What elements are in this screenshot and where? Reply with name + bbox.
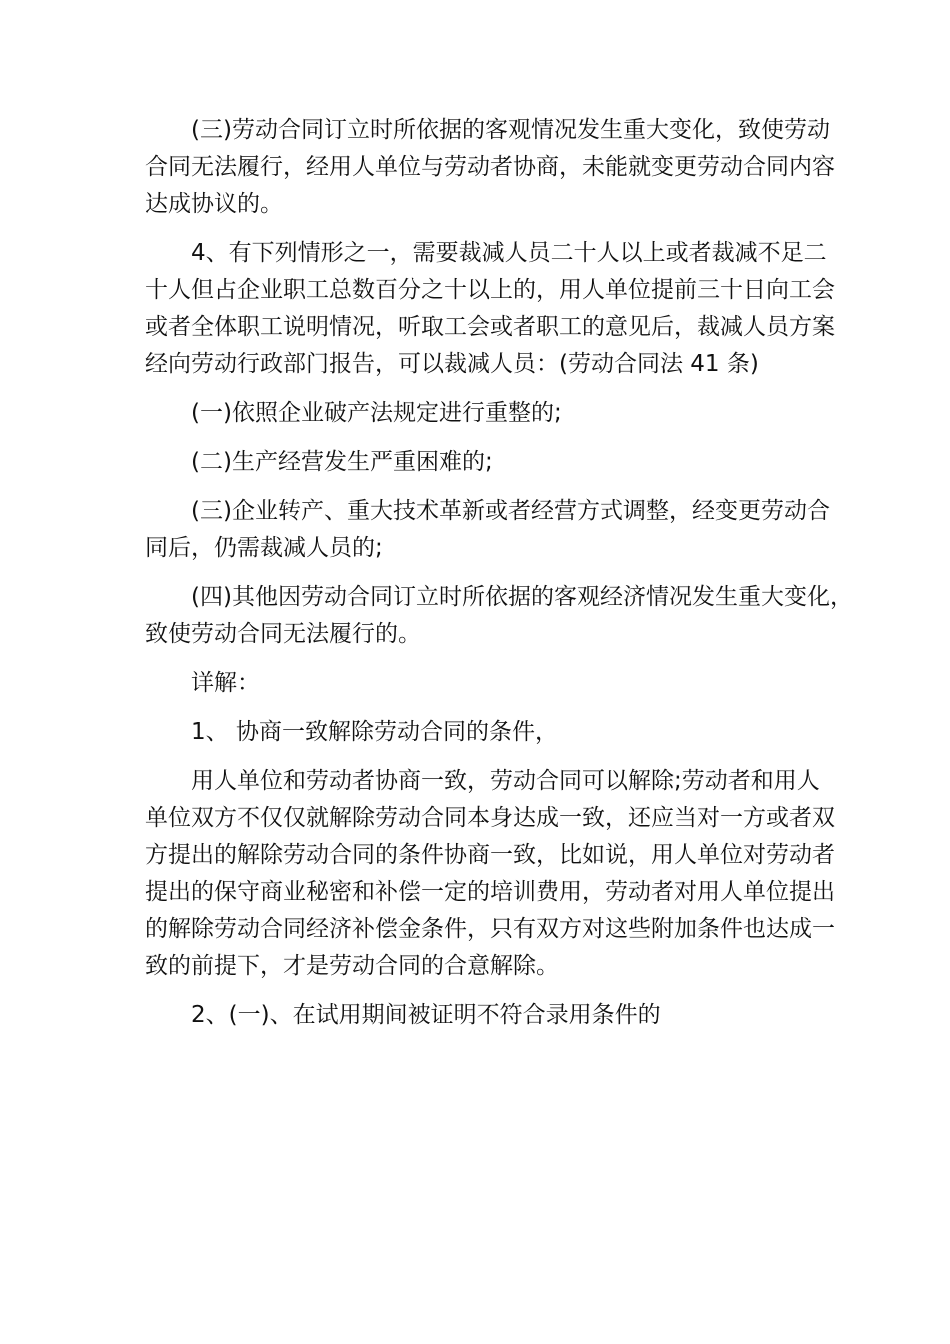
text-line: 的解除劳动合同经济补偿金条件，只有双方对这些附加条件也达成一 [145, 916, 835, 942]
text-line: (四)其他因劳动合同订立时所依据的客观经济情况发生重大变化， [191, 584, 853, 610]
text-line: 4、有下列情形之一，需要裁减人员二十人以上或者裁减不足二 [191, 240, 827, 266]
paragraph-layoff-case-1 [145, 395, 810, 432]
section-heading-explanation [145, 665, 810, 702]
text-line: 致的前提下，才是劳动合同的合意解除。 [145, 953, 559, 979]
paragraph-layoff-case-2 [145, 444, 810, 481]
text-line: 2、(一)、在试用期间被证明不符合录用条件的 [191, 1002, 661, 1028]
text-line: 单位双方不仅仅就解除劳动合同本身达成一致，还应当对一方或者双 [145, 805, 835, 831]
text-line: (三)劳动合同订立时所依据的客观情况发生重大变化，致使劳动 [191, 117, 830, 143]
text-line: (二)生产经营发生严重困难的; [191, 449, 493, 475]
paragraph-layoff-case-3 [145, 493, 830, 567]
paragraph-item-1-heading [145, 714, 810, 751]
text-line: 或者全体职工说明情况，听取工会或者职工的意见后，裁减人员方案 [145, 314, 835, 340]
paragraph-item-4-layoffs [145, 235, 835, 383]
text-line: 十人但占企业职工总数百分之十以上的，用人单位提前三十日向工会 [145, 277, 835, 303]
text-line: 达成协议的。 [145, 191, 283, 217]
paragraph-item-2-heading [145, 997, 810, 1034]
text-line: 合同无法履行，经用人单位与劳动者协商，未能就变更劳动合同内容 [145, 154, 835, 180]
text-line: (一)依照企业破产法规定进行重整的; [191, 400, 562, 426]
paragraph-clause-3-objective-change [145, 112, 835, 223]
text-line: 1、 协商一致解除劳动合同的条件， [191, 719, 558, 745]
text-line: 致使劳动合同无法履行的。 [145, 621, 421, 647]
text-line: 用人单位和劳动者协商一致，劳动合同可以解除;劳动者和用人 [191, 768, 820, 794]
paragraph-layoff-case-4 [145, 579, 853, 653]
text-line: (三)企业转产、重大技术革新或者经营方式调整，经变更劳动合 [191, 498, 830, 524]
text-line: 同后，仍需裁减人员的; [145, 535, 383, 561]
text-line: 经向劳动行政部门报告，可以裁减人员：(劳动合同法 41 条) [145, 351, 759, 377]
text-line: 详解： [191, 670, 260, 696]
text-line: 方提出的解除劳动合同的条件协商一致，比如说，用人单位对劳动者 [145, 842, 835, 868]
text-line: 提出的保守商业秘密和补偿一定的培训费用，劳动者对用人单位提出 [145, 879, 835, 905]
paragraph-mutual-agreement [145, 763, 835, 985]
